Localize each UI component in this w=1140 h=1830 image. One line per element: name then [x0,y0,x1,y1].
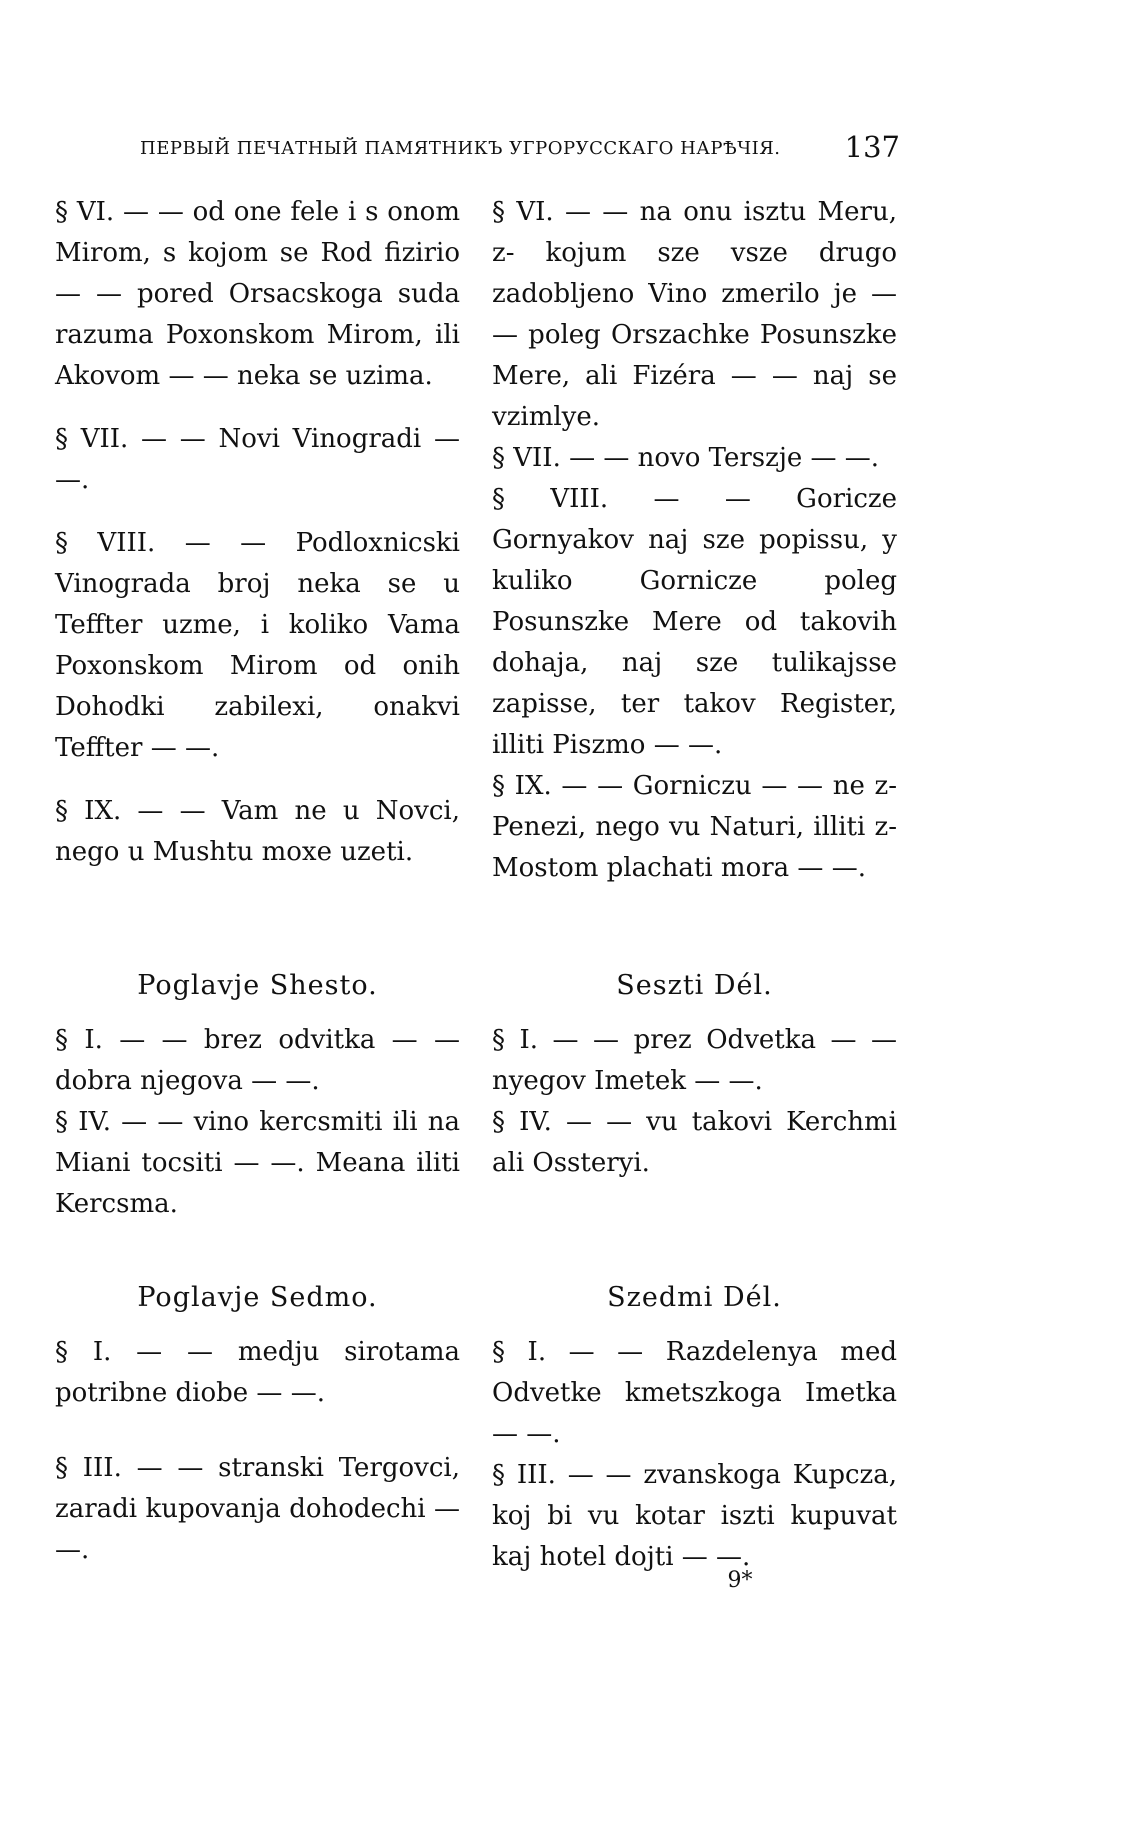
paragraph: § VIII. — — Podloxnicski Vinograda broj neka se u Teffter uzme, i koliko Vama Poxonskom Mirom od onih Dohodki zabilexi, onakvi Teffter — —. [55,528,460,763]
paragraph: § I. — — prez Odvetka — — nyegov Imetek — —. [492,1025,897,1096]
signature-mark: 9* [727,1568,753,1593]
paragraph: § I. — — Razdelenya med Odvetke kmetszkoga Imetka — —. [492,1337,897,1449]
paragraph: § IV. — — vino kercsmiti ili na Miani tocsiti — —. Meana iliti Kercsma. [55,1107,460,1219]
section-3-left-column [55,1332,460,1571]
paragraph: § VII. — — novo Terszje — —. [492,443,880,473]
paragraph: § VII. — — Novi Vinogradi — —. [55,424,460,495]
running-title: ПЕРВЫЙ ПЕЧАТНЫЙ ПАМЯТНИКЪ УГРОРУССКАГО НАРѢЧІЯ. [140,138,781,159]
section-1-right-column [492,192,897,889]
chapter-heading-right: Seszti Dél. [616,970,773,1001]
paragraph: § IV. — — vu takovi Kerchmi ali Ossteryi. [492,1107,897,1178]
paragraph: § VI. — — na onu isztu Meru, z- kojum sze vsze drugo zadobljeno Vino zmerilo je — — poleg Orszachke Posunszke Mere, ali Fizéra — — naj se vzimlye. [492,197,897,432]
section-3-right-column [492,1332,897,1578]
paragraph: § III. — — stranski Tergovci, zaradi kupovanja dohodechi — —. [55,1453,460,1565]
section-2-right-column [492,1020,897,1184]
paragraph: § I. — — medju sirotama potribne diobe — —. [55,1337,460,1408]
chapter-heading-left: Poglavje Shesto. [137,970,378,1001]
paragraph: § VIII. — — Goricze Gornyakov naj sze popissu, y kuliko Gornicze poleg Posunszke Mere od takovih dohaja, naj sze tulikajsse zapisse, ter takov Register, illiti Piszmo — —. [492,484,897,760]
section-2-left-column [55,1020,460,1225]
page-number: 137 [844,130,900,164]
paragraph: § VI. — — od one fele i s onom Mirom, s kojom se Rod fizirio — — pored Orsacskoga suda razuma Poxonskom Mirom, ili Akovom — — neka se uzima. [55,197,460,391]
paragraph: § III. — — zvanskoga Kupcza, koj bi vu kotar iszti kupuvat kaj hotel dojti — —. [492,1460,897,1572]
chapter-heading-left: Poglavje Sedmo. [137,1282,378,1313]
paragraph: § IX. — — Gorniczu — — ne z- Penezi, nego vu Naturi, illiti z- Mostom plachati mora — —. [492,771,897,883]
chapter-heading-right: Szedmi Dél. [607,1282,782,1313]
section-1-left-column [55,192,460,873]
paragraph: § IX. — — Vam ne u Novci, nego u Mushtu moxe uzeti. [55,796,460,867]
page-header [140,130,900,170]
paragraph: § I. — — brez odvitka — — dobra njegova — —. [55,1025,460,1096]
